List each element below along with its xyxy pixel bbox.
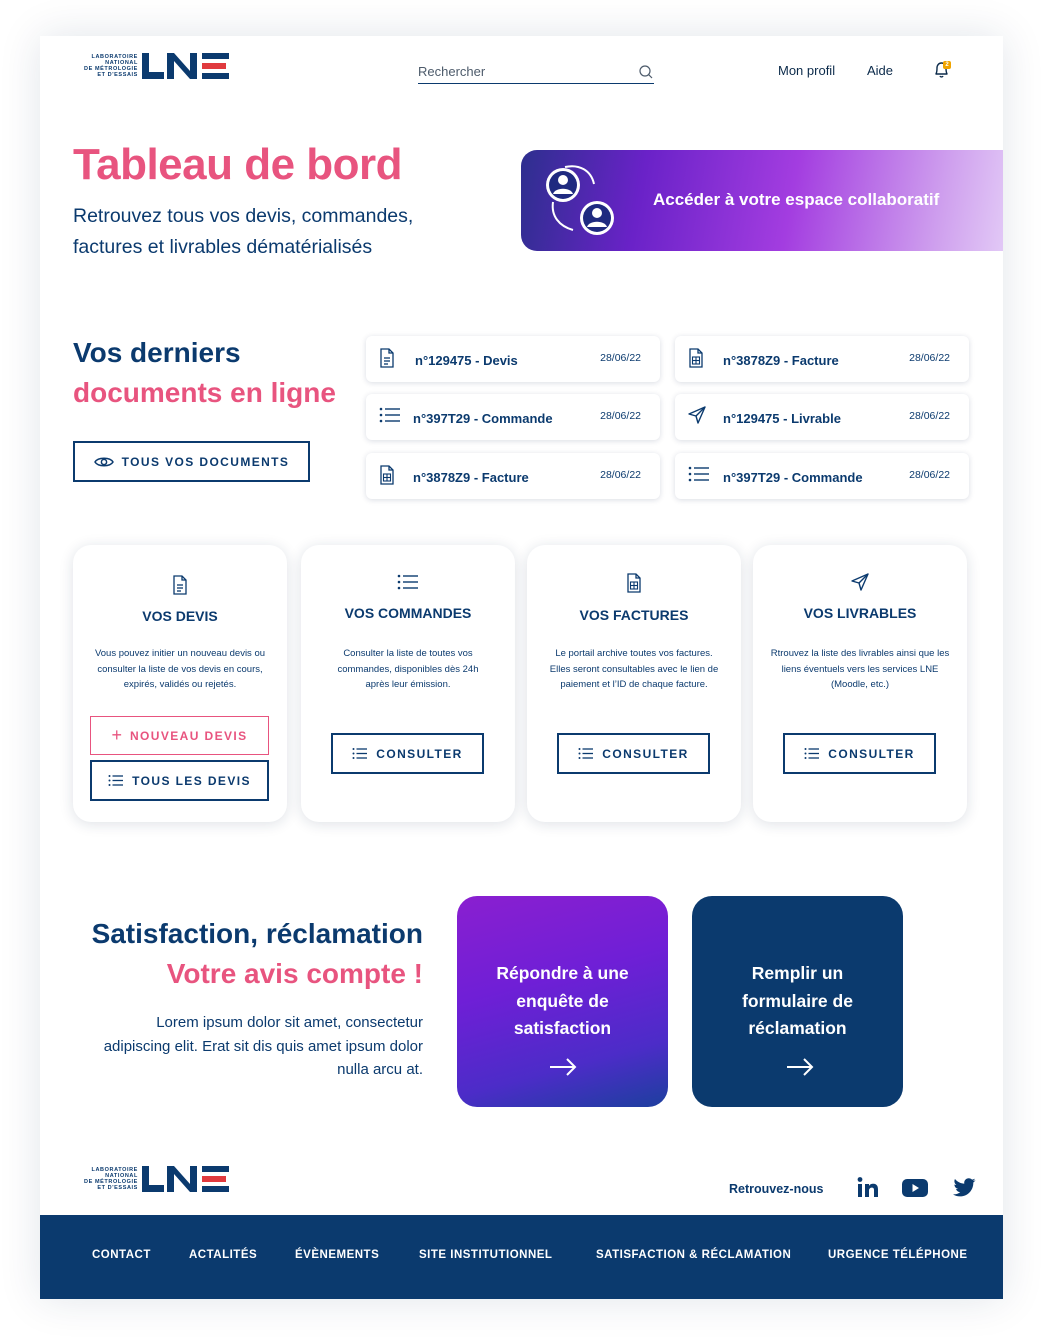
logo-text xyxy=(84,1167,138,1191)
card-title: VOS LIVRABLES xyxy=(803,605,917,621)
quotes-card xyxy=(73,545,287,822)
card-title: VOS DEVIS xyxy=(142,608,218,624)
search-field[interactable] xyxy=(418,60,654,84)
document-item[interactable] xyxy=(675,394,969,440)
footer-nav xyxy=(40,1215,1003,1299)
orders-card xyxy=(301,545,515,822)
card-icon-wrap xyxy=(73,575,287,595)
page xyxy=(40,36,1003,1299)
collaborative-space-label: Accéder à votre espace collaboratif xyxy=(653,190,940,209)
new-quote-label: NOUVEAU DEVIS xyxy=(129,728,248,743)
invoice-icon xyxy=(688,348,704,368)
all-quotes-label: TOUS LES DEVIS xyxy=(132,773,251,788)
users-icon xyxy=(539,162,623,238)
logo-text xyxy=(84,54,138,78)
youtube-icon[interactable] xyxy=(902,1179,928,1197)
logo-line: NATIONAL xyxy=(105,60,138,66)
document-item[interactable] xyxy=(366,336,660,382)
page-subtitle: Retrouvez tous vos devis, commandes, factures et livrables dématérialisés xyxy=(73,205,414,258)
document-date: 28/06/22 xyxy=(600,352,641,364)
send-icon xyxy=(851,573,869,591)
footer-link-contact[interactable]: CONTACT xyxy=(92,1249,151,1261)
documents-heading-line2: documents en ligne xyxy=(73,377,336,408)
consult-label: CONSULTER xyxy=(602,746,689,761)
document-icon xyxy=(172,575,188,595)
search-input[interactable]: Rechercher xyxy=(418,64,486,79)
list-icon xyxy=(688,465,710,483)
eye-icon xyxy=(94,455,114,469)
document-name: n°129475 - Devis xyxy=(415,353,518,368)
document-date: 28/06/22 xyxy=(909,410,950,422)
document-name: n°129475 - Livrable xyxy=(723,411,841,426)
card-description: Consulter la liste de toutes vos commandes, disponibles dès 24h après leur émission. xyxy=(337,648,479,690)
arrow-wrap xyxy=(457,1058,668,1076)
list-icon xyxy=(379,406,401,424)
footer-lne-logo[interactable] xyxy=(84,1164,230,1194)
plus-icon: + xyxy=(111,725,122,745)
invoices-consult-button[interactable] xyxy=(557,733,710,774)
survey-label: Répondre à une enquête de satisfaction xyxy=(496,963,629,1038)
help-link[interactable]: Aide xyxy=(867,63,894,78)
search-icon[interactable] xyxy=(638,64,654,80)
list-icon xyxy=(352,747,368,760)
documents-heading-line1: Vos derniers xyxy=(73,337,241,368)
collaborative-space-button[interactable] xyxy=(521,150,1003,251)
satisfaction-title: Satisfaction, réclamation xyxy=(91,918,423,949)
lne-logo-mark xyxy=(142,51,230,81)
notification-badge: 2 xyxy=(943,61,951,69)
all-documents-label: TOUS VOS DOCUMENTS xyxy=(121,454,290,469)
list-icon xyxy=(804,747,820,760)
logo-line: LABORATOIRE xyxy=(91,1167,138,1173)
logo-line: LABORATOIRE xyxy=(91,54,138,60)
lne-logo[interactable] xyxy=(84,51,230,81)
list-icon xyxy=(578,747,594,760)
document-date: 28/06/22 xyxy=(909,469,950,481)
follow-us-label: Retrouvez-nous xyxy=(729,1182,824,1196)
card-description: Rtrouvez la liste des livrables ainsi que les liens éventuels vers les services LNE (Moodle, etc.) xyxy=(770,648,950,690)
claim-card-button[interactable] xyxy=(692,896,903,1107)
arrow-wrap xyxy=(696,1058,903,1076)
card-icon-wrap xyxy=(753,573,967,591)
footer-link-events[interactable]: ÉVÈNEMENTS xyxy=(295,1249,380,1261)
profile-link[interactable]: Mon profil xyxy=(778,63,836,78)
card-description: Le portail archive toutes vos factures. Elles seront consultables avec le lien de paiement et l’ID de chaque facture. xyxy=(549,648,719,690)
document-date: 28/06/22 xyxy=(909,352,950,364)
document-date: 28/06/22 xyxy=(600,469,641,481)
invoices-card xyxy=(527,545,741,822)
card-title: VOS FACTURES xyxy=(579,607,689,623)
footer-link-institutional[interactable]: SITE INSTITUTIONNEL xyxy=(419,1249,553,1261)
all-quotes-button[interactable] xyxy=(90,760,269,801)
document-item[interactable] xyxy=(675,453,969,499)
card-icon-wrap xyxy=(527,573,741,593)
send-icon xyxy=(688,406,706,424)
logo-line: DE MÉTROLOGIE xyxy=(84,1179,138,1185)
footer-link-news[interactable]: ACTALITÉS xyxy=(189,1249,258,1261)
consult-label: CONSULTER xyxy=(376,746,463,761)
new-quote-button[interactable] xyxy=(90,716,269,755)
survey-card-button[interactable] xyxy=(457,896,668,1107)
document-item[interactable] xyxy=(366,394,660,440)
claim-label: Remplir un formulaire de réclamation xyxy=(742,963,853,1038)
card-description: Vous pouvez initier un nouveau devis ou consulter la liste de vos devis en cours, expirés, validés ou rejetés. xyxy=(94,648,266,690)
footer-link-satisfaction[interactable]: SATISFACTION & RÉCLAMATION xyxy=(596,1249,792,1261)
lne-logo-mark xyxy=(142,1164,230,1194)
document-name: n°3878Z9 - Facture xyxy=(413,470,529,485)
list-icon xyxy=(108,774,124,787)
deliverables-consult-button[interactable] xyxy=(783,733,936,774)
deliverables-card xyxy=(753,545,967,822)
document-name: n°397T29 - Commande xyxy=(413,411,553,426)
logo-line: DE MÉTROLOGIE xyxy=(84,66,138,72)
document-name: n°397T29 - Commande xyxy=(723,470,863,485)
card-title: VOS COMMANDES xyxy=(344,605,472,621)
card-icon-wrap xyxy=(301,573,515,591)
orders-consult-button[interactable] xyxy=(331,733,484,774)
page-title: Tableau de bord xyxy=(73,140,403,189)
documents-heading xyxy=(73,333,336,413)
all-documents-button[interactable] xyxy=(73,441,310,482)
document-name: n°3878Z9 - Facture xyxy=(723,353,839,368)
document-date: 28/06/22 xyxy=(600,410,641,422)
consult-label: CONSULTER xyxy=(828,746,915,761)
logo-line: NATIONAL xyxy=(105,1173,138,1179)
twitter-icon[interactable] xyxy=(952,1178,976,1198)
list-icon xyxy=(397,573,419,591)
arrow-right-icon xyxy=(786,1058,814,1076)
document-icon xyxy=(379,348,395,368)
satisfaction-subtitle: Votre avis compte ! xyxy=(166,958,423,989)
satisfaction-text: Lorem ipsum dolor sit amet, consectetur adipiscing elit. Erat sit dis quis amet ipsum dolor nulla arcu at. xyxy=(103,1014,423,1078)
arrow-right-icon xyxy=(549,1058,577,1076)
document-item[interactable] xyxy=(366,453,660,499)
footer-link-emergency[interactable]: URGENCE TÉLÉPHONE xyxy=(828,1249,968,1261)
notifications-button[interactable] xyxy=(932,60,952,80)
linkedin-icon[interactable] xyxy=(857,1176,879,1198)
invoice-icon xyxy=(626,573,642,593)
document-item[interactable] xyxy=(675,336,969,382)
logo-line: ET D'ESSAIS xyxy=(97,72,138,78)
logo-line: ET D'ESSAIS xyxy=(97,1185,138,1191)
invoice-icon xyxy=(379,465,395,485)
